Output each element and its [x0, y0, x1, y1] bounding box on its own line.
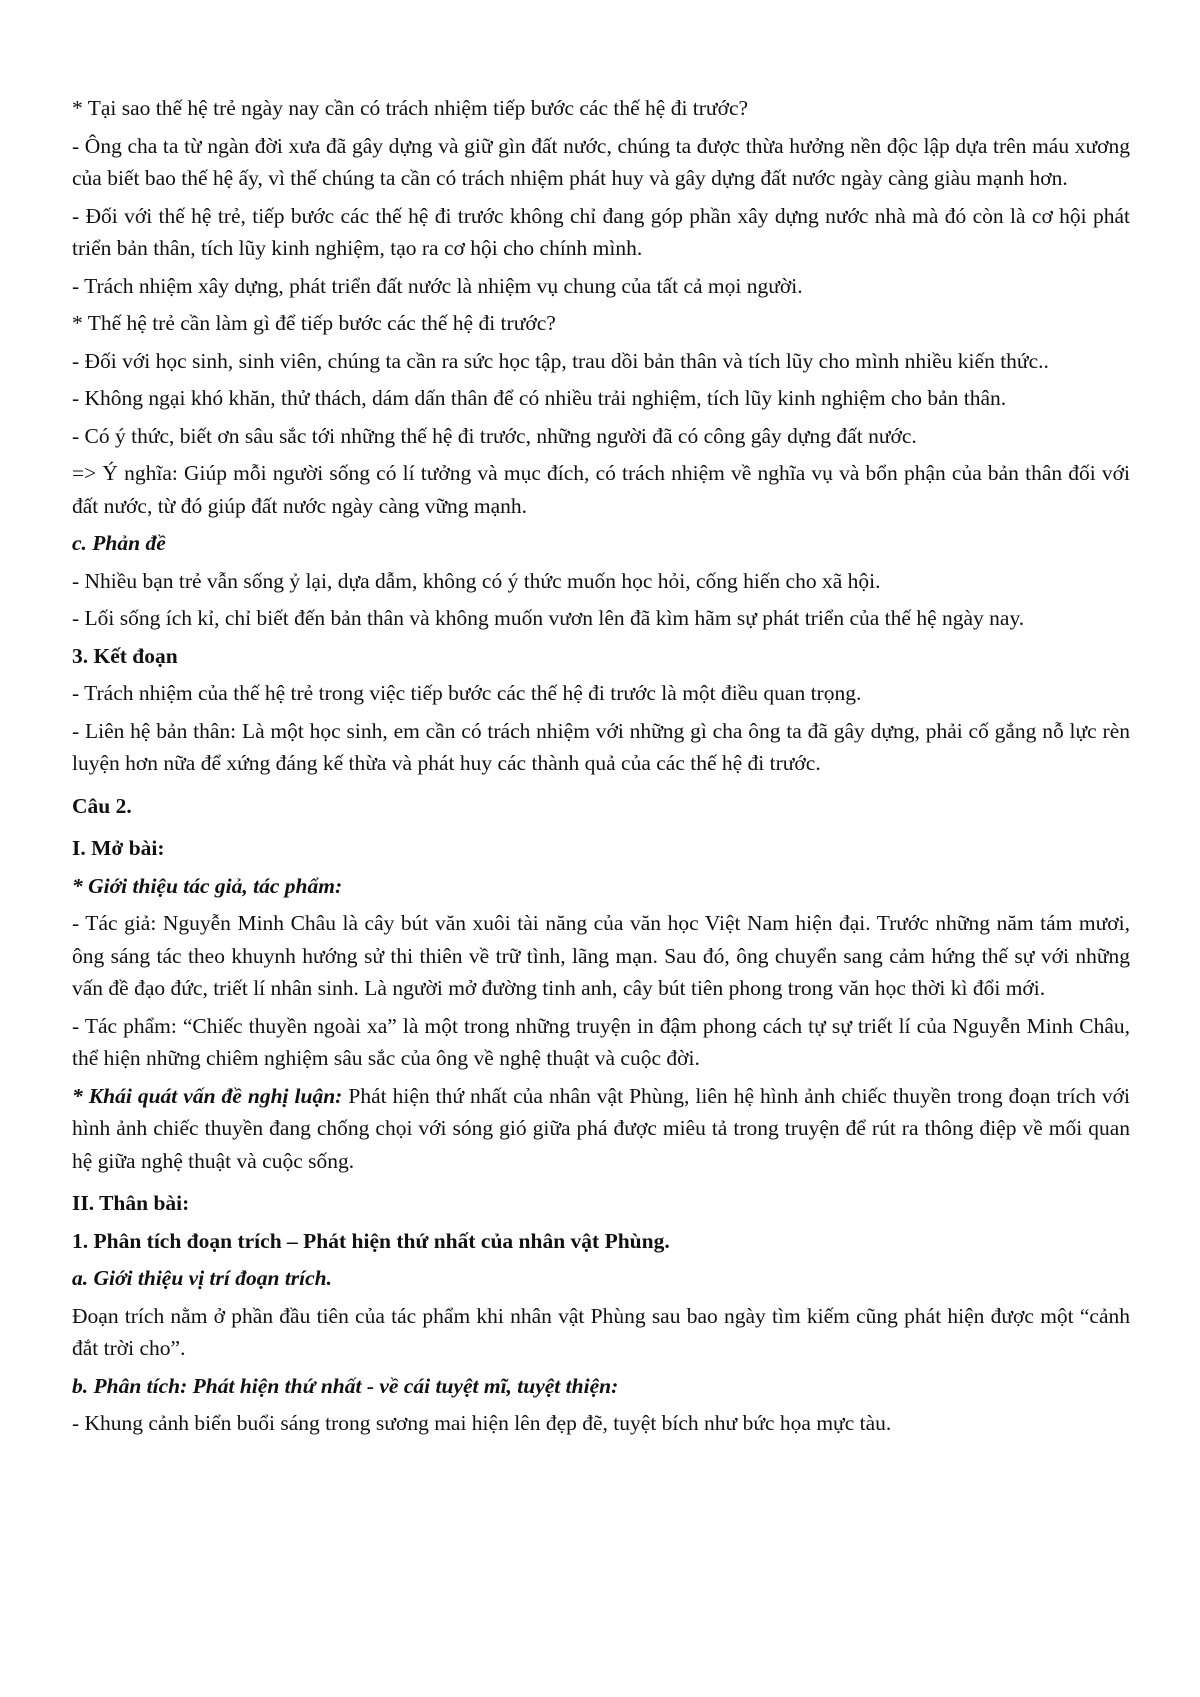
- heading-phan-de: c. Phản đề: [72, 531, 166, 555]
- paragraph: - Không ngại khó khăn, thử thách, dám dấn thân để có nhiều trải nghiệm, tích lũy kinh nghiệm cho bản thân.: [72, 386, 1007, 410]
- heading-phan-tich: 1. Phân tích đoạn trích – Phát hiện thứ nhất của nhân vật Phùng.: [72, 1228, 670, 1253]
- paragraph: - Nhiều bạn trẻ vẫn sống ỷ lại, dựa dẫm, không có ý thức muốn học hỏi, cống hiến cho xã hội.: [72, 568, 881, 593]
- heading-ket-doan: 3. Kết đoạn: [72, 643, 178, 668]
- heading-vi-tri: a. Giới thiệu vị trí đoạn trích.: [72, 1266, 333, 1290]
- paragraph: - Có ý thức, biết ơn sâu sắc tới những thế hệ đi trước, những người đã có công gây dựng đất nước.: [72, 423, 917, 448]
- paragraph: - Lối sống ích kỉ, chỉ biết đến bản thân và không muốn vươn lên đã kìm hãm sự phát triển của thế hệ ngày nay.: [72, 606, 1025, 630]
- heading-than-bai: II. Thân bài:: [72, 1191, 190, 1215]
- paragraph: * Tại sao thế hệ trẻ ngày nay cần có trách nhiệm tiếp bước các thế hệ đi trước?: [72, 96, 749, 120]
- inline-label: * Khái quát vấn đề nghị luận:: [72, 1083, 343, 1108]
- paragraph: - Tác giả: Nguyễn Minh Châu là cây bút văn xuôi tài năng của văn học Việt Nam hiện đại. Trước những năm tám mươi, ông sáng tác theo khuynh hướng sử thi thiên về trữ tình, lãng mạn. Sau đó, ông chuyển sang cảm hứng thế sự với những vấn đề đạo đức, triết lí nhân sinh. Là người mở đường tinh anh, cây bút tiên phong trong văn học thời kì đổi mới.: [72, 911, 1130, 1000]
- heading-gioi-thieu: * Giới thiệu tác giả, tác phẩm:: [72, 873, 343, 898]
- paragraph: Đoạn trích nằm ở phần đầu tiên của tác phẩm khi nhân vật Phùng sau bao ngày tìm kiếm cũng phát hiện được một “cảnh đắt trời cho”.: [72, 1303, 1130, 1360]
- document-page: [72, 92, 1130, 1445]
- paragraph: => Ý nghĩa: Giúp mỗi người sống có lí tưởng và mục đích, có trách nhiệm về nghĩa vụ và bổn phận của bản thân đối với đất nước, từ đó giúp đất nước ngày càng vững mạnh.: [72, 461, 1130, 518]
- heading-phat-hien: b. Phân tích: Phát hiện thứ nhất - về cái tuyệt mĩ, tuyệt thiện:: [72, 1373, 619, 1398]
- inline-text: Phát hiện thứ nhất của nhân vật Phùng, liên hệ hình ảnh chiếc thuyền trong đoạn trích với hình ảnh chiếc thuyền đang chống chọi với sóng gió giữa phá được miêu tả trong truyện để rút ra thông điệp về mối quan hệ giữa nghệ thuật và cuộc sống.: [72, 1083, 1130, 1173]
- paragraph: - Trách nhiệm của thế hệ trẻ trong việc tiếp bước các thế hệ đi trước là một điều quan trọng.: [72, 681, 862, 705]
- heading-mo-bai: I. Mở bài:: [72, 836, 165, 860]
- paragraph: * Thế hệ trẻ cần làm gì để tiếp bước các thế hệ đi trước?: [72, 311, 556, 335]
- paragraph: - Khung cảnh biển buổi sáng trong sương mai hiện lên đẹp đẽ, tuyệt bích như bức họa mực tàu.: [72, 1411, 892, 1435]
- paragraph: - Liên hệ bản thân: Là một học sinh, em cần có trách nhiệm với những gì cha ông ta đã gây dựng, phải cố gắng nỗ lực rèn luyện hơn nữa để xứng đáng kế thừa và phát huy các thành quả của các thế hệ đi trước.: [72, 718, 1130, 775]
- heading-cau-2: Câu 2.: [72, 793, 132, 818]
- paragraph: - Đối với học sinh, sinh viên, chúng ta cần ra sức học tập, trau dồi bản thân và tích lũy cho mình nhiều kiến thức..: [72, 348, 1049, 373]
- paragraph: [72, 1080, 1130, 1178]
- paragraph: - Trách nhiệm xây dựng, phát triển đất nước là nhiệm vụ chung của tất cả mọi người.: [72, 273, 803, 298]
- paragraph: - Tác phẩm: “Chiếc thuyền ngoài xa” là một trong những truyện in đậm phong cách tự sự triết lí của Nguyễn Minh Châu, thể hiện những chiêm nghiệm sâu sắc của ông về nghệ thuật và cuộc đời.: [72, 1013, 1130, 1070]
- paragraph: - Đối với thế hệ trẻ, tiếp bước các thế hệ đi trước không chỉ đang góp phần xây dựng nước nhà mà đó còn là cơ hội phát triển bản thân, tích lũy kinh nghiệm, tạo ra cơ hội cho chính mình.: [72, 203, 1130, 260]
- paragraph: - Ông cha ta từ ngàn đời xưa đã gây dựng và giữ gìn đất nước, chúng ta được thừa hưởng nền độc lập dựa trên máu xương của biết bao thế hệ ấy, vì thế chúng ta cần có trách nhiệm phát huy và gây dựng đất nước ngày càng giàu mạnh hơn.: [72, 133, 1130, 190]
